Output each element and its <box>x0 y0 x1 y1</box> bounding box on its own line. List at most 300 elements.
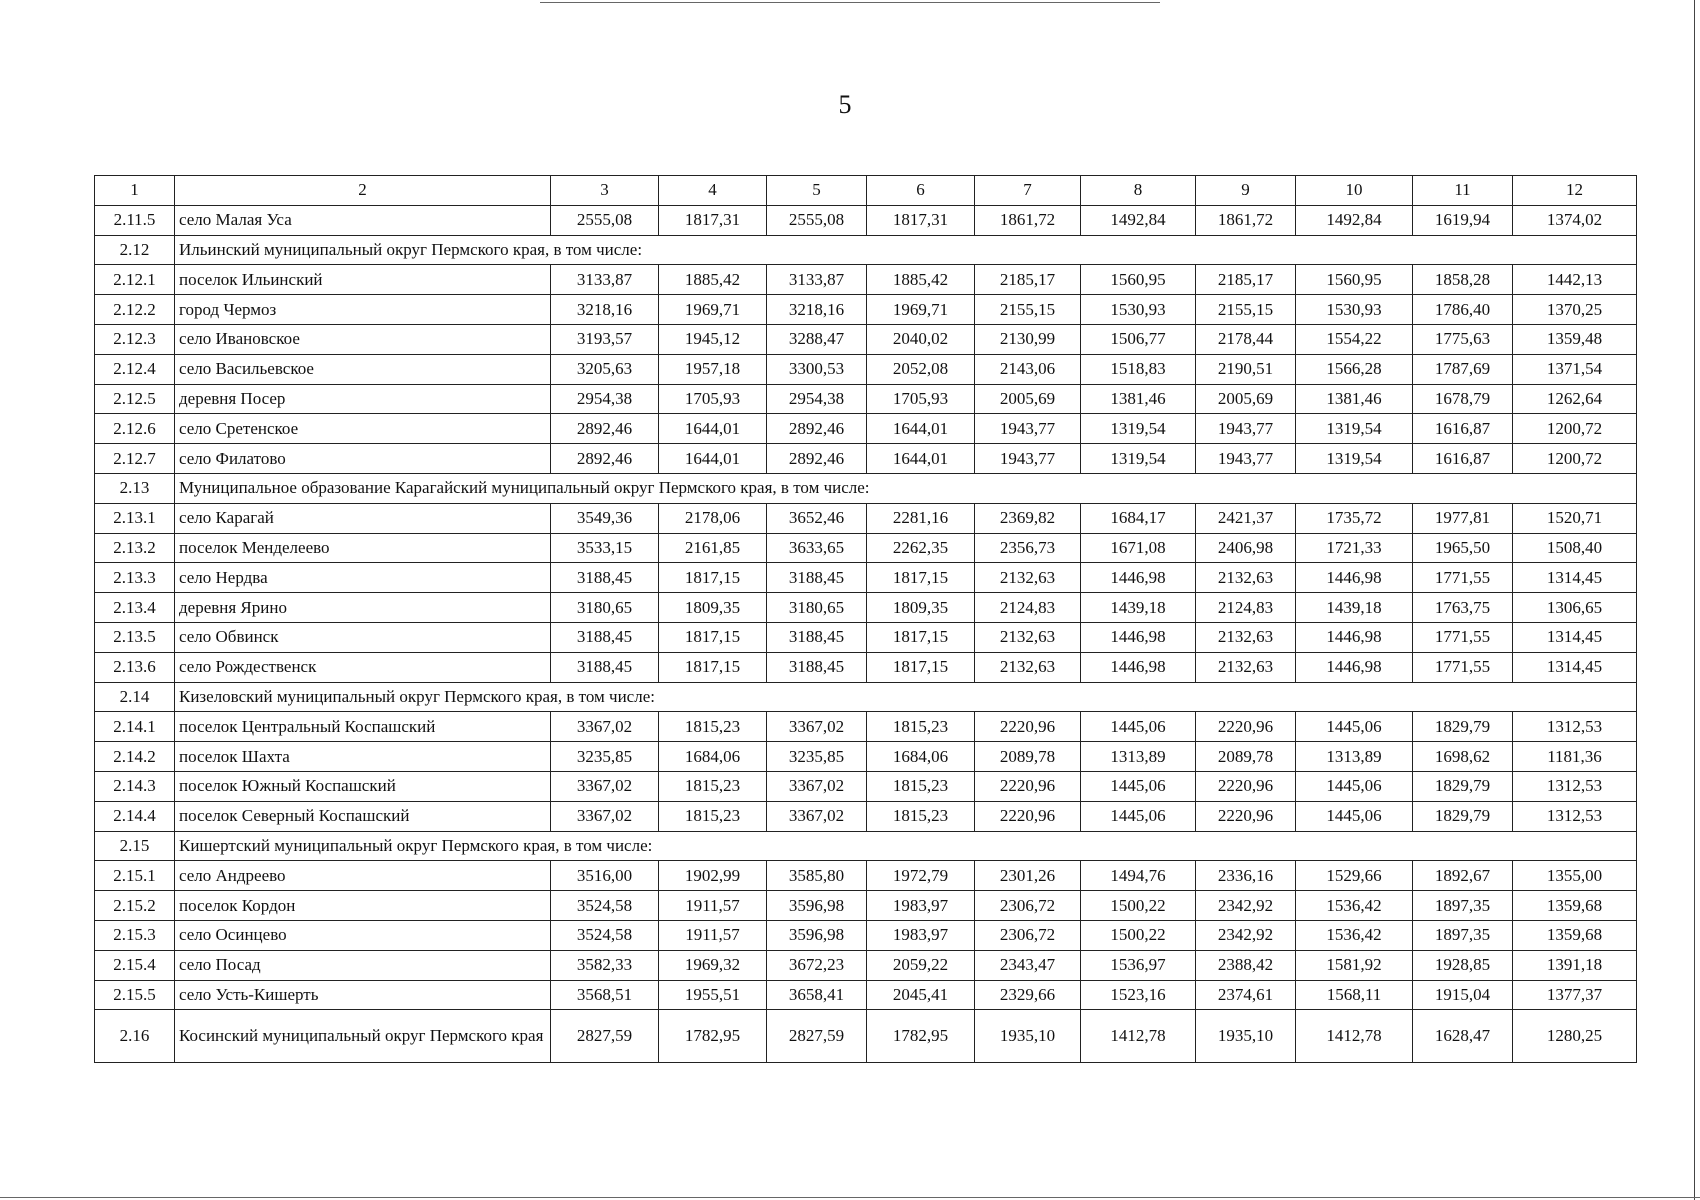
table-row <box>95 593 1637 623</box>
tariff-value: 2132,63 <box>1196 622 1296 652</box>
tariff-value: 1911,57 <box>659 891 767 921</box>
row-code: 2.12.2 <box>95 295 175 325</box>
tariff-value: 3188,45 <box>551 622 659 652</box>
row-code: 2.15.2 <box>95 891 175 921</box>
table-body <box>95 205 1637 1063</box>
tariff-value: 1902,99 <box>659 861 767 891</box>
tariff-value: 1817,31 <box>659 205 767 235</box>
tariff-value: 3188,45 <box>551 652 659 682</box>
column-number-header: 1 <box>95 176 175 206</box>
tariff-value: 1439,18 <box>1081 593 1196 623</box>
tariff-value: 1817,15 <box>867 622 975 652</box>
tariff-value: 1861,72 <box>975 205 1081 235</box>
tariff-value: 1530,93 <box>1081 295 1196 325</box>
tariff-value: 1494,76 <box>1081 861 1196 891</box>
settlement-name: село Андреево <box>175 861 551 891</box>
tariff-value: 2185,17 <box>975 265 1081 295</box>
section-title: Кизеловский муниципальный округ Пермского края, в том числе: <box>175 682 1637 712</box>
tariff-value: 2155,15 <box>1196 295 1296 325</box>
tariff-value: 3235,85 <box>767 742 867 772</box>
tariff-value: 1897,35 <box>1413 920 1513 950</box>
tariff-value: 1815,23 <box>659 801 767 831</box>
tariff-value: 2954,38 <box>767 384 867 414</box>
tariff-value: 1560,95 <box>1081 265 1196 295</box>
column-number-header: 8 <box>1081 176 1196 206</box>
tariff-value: 3188,45 <box>767 563 867 593</box>
scan-border-top <box>540 2 1160 3</box>
table-row <box>95 563 1637 593</box>
column-number-header: 5 <box>767 176 867 206</box>
tariff-value: 1771,55 <box>1413 563 1513 593</box>
tariff-value: 2281,16 <box>867 503 975 533</box>
tariff-value: 2005,69 <box>1196 384 1296 414</box>
tariff-value: 1492,84 <box>1296 205 1413 235</box>
tariff-value: 1280,25 <box>1513 1010 1637 1063</box>
tariff-value: 3596,98 <box>767 920 867 950</box>
tariff-value: 1412,78 <box>1296 1010 1413 1063</box>
tariff-value: 3596,98 <box>767 891 867 921</box>
tariff-value: 3235,85 <box>551 742 659 772</box>
row-code: 2.15.1 <box>95 861 175 891</box>
table-row <box>95 622 1637 652</box>
tariff-value: 1359,68 <box>1513 920 1637 950</box>
tariff-value: 1439,18 <box>1296 593 1413 623</box>
tariff-value: 1983,97 <box>867 920 975 950</box>
table-row <box>95 742 1637 772</box>
tariff-value: 1678,79 <box>1413 384 1513 414</box>
table-row <box>95 414 1637 444</box>
row-code: 2.12.4 <box>95 354 175 384</box>
tariff-value: 3205,63 <box>551 354 659 384</box>
tariff-value: 1518,83 <box>1081 354 1196 384</box>
tariff-value: 2892,46 <box>767 444 867 474</box>
tariff-value: 1536,42 <box>1296 920 1413 950</box>
tariff-value: 2161,85 <box>659 533 767 563</box>
tariff-value: 2220,96 <box>1196 712 1296 742</box>
tariff-value: 2220,96 <box>1196 801 1296 831</box>
settlement-name: село Нердва <box>175 563 551 593</box>
tariff-value: 1314,45 <box>1513 652 1637 682</box>
tariff-value: 3516,00 <box>551 861 659 891</box>
settlement-name: деревня Посер <box>175 384 551 414</box>
tariff-value: 2306,72 <box>975 920 1081 950</box>
row-code: 2.12.5 <box>95 384 175 414</box>
tariff-value: 1200,72 <box>1513 444 1637 474</box>
tariff-value: 1786,40 <box>1413 295 1513 325</box>
tariff-value: 1829,79 <box>1413 771 1513 801</box>
tariff-value: 1644,01 <box>659 444 767 474</box>
tariff-value: 2343,47 <box>975 950 1081 980</box>
settlement-name: поселок Северный Коспашский <box>175 801 551 831</box>
tariff-value: 2143,06 <box>975 354 1081 384</box>
tariff-value: 1313,89 <box>1296 742 1413 772</box>
tariff-value: 1412,78 <box>1081 1010 1196 1063</box>
tariff-value: 1943,77 <box>1196 444 1296 474</box>
table-row <box>95 980 1637 1010</box>
table-row <box>95 861 1637 891</box>
tariff-value: 2132,63 <box>975 563 1081 593</box>
tariff-value: 2220,96 <box>975 771 1081 801</box>
tariff-value: 3193,57 <box>551 324 659 354</box>
tariff-value: 2892,46 <box>551 444 659 474</box>
tariff-value: 1771,55 <box>1413 622 1513 652</box>
tariff-value: 1671,08 <box>1081 533 1196 563</box>
table-header-row <box>95 176 1637 206</box>
row-code: 2.13.4 <box>95 593 175 623</box>
tariff-value: 2178,06 <box>659 503 767 533</box>
tariff-value: 1815,23 <box>659 771 767 801</box>
row-code: 2.13.6 <box>95 652 175 682</box>
tariff-value: 2220,96 <box>975 712 1081 742</box>
tariff-value: 1935,10 <box>975 1010 1081 1063</box>
tariff-value: 3533,15 <box>551 533 659 563</box>
tariff-value: 3188,45 <box>767 622 867 652</box>
column-number-header: 2 <box>175 176 551 206</box>
tariff-value: 1492,84 <box>1081 205 1196 235</box>
tariff-value: 1928,85 <box>1413 950 1513 980</box>
settlement-name: город Чермоз <box>175 295 551 325</box>
tariff-value: 1817,15 <box>659 563 767 593</box>
row-code: 2.15.3 <box>95 920 175 950</box>
tariff-value: 1943,77 <box>975 444 1081 474</box>
tariff-value: 1529,66 <box>1296 861 1413 891</box>
settlement-name: село Карагай <box>175 503 551 533</box>
settlement-name: село Осинцево <box>175 920 551 950</box>
row-code: 2.13.2 <box>95 533 175 563</box>
tariff-value: 2329,66 <box>975 980 1081 1010</box>
table-row <box>95 891 1637 921</box>
row-code: 2.14.3 <box>95 771 175 801</box>
tariff-value: 1446,98 <box>1296 563 1413 593</box>
table-row <box>95 801 1637 831</box>
tariff-value: 3188,45 <box>551 563 659 593</box>
tariff-value: 1684,17 <box>1081 503 1196 533</box>
tariff-value: 1500,22 <box>1081 920 1196 950</box>
tariff-value: 1684,06 <box>659 742 767 772</box>
tariff-value: 3288,47 <box>767 324 867 354</box>
tariff-value: 1371,54 <box>1513 354 1637 384</box>
tariff-value: 1969,71 <box>659 295 767 325</box>
tariff-value: 1983,97 <box>867 891 975 921</box>
tariff-value: 3658,41 <box>767 980 867 1010</box>
tariff-value: 1181,36 <box>1513 742 1637 772</box>
row-code: 2.12.6 <box>95 414 175 444</box>
row-code: 2.13.5 <box>95 622 175 652</box>
tariff-value: 3367,02 <box>767 712 867 742</box>
settlement-name: Косинский муниципальный округ Пермского края <box>175 1010 551 1063</box>
tariff-value: 1520,71 <box>1513 503 1637 533</box>
tariff-value: 2555,08 <box>767 205 867 235</box>
row-code: 2.12.1 <box>95 265 175 295</box>
row-code: 2.13.3 <box>95 563 175 593</box>
tariff-value: 1644,01 <box>659 414 767 444</box>
tariff-value: 2342,92 <box>1196 920 1296 950</box>
settlement-name: поселок Кордон <box>175 891 551 921</box>
tariff-value: 1391,18 <box>1513 950 1637 980</box>
tariff-value: 2336,16 <box>1196 861 1296 891</box>
tariff-value: 3633,65 <box>767 533 867 563</box>
settlement-name: поселок Центральный Коспашский <box>175 712 551 742</box>
tariff-value: 2178,44 <box>1196 324 1296 354</box>
tariff-value: 1957,18 <box>659 354 767 384</box>
table-row <box>95 1010 1637 1063</box>
column-number-header: 10 <box>1296 176 1413 206</box>
tariff-value: 2185,17 <box>1196 265 1296 295</box>
table-row <box>95 295 1637 325</box>
row-code: 2.13.1 <box>95 503 175 533</box>
section-title: Муниципальное образование Карагайский муниципальный округ Пермского края, в том числе: <box>175 473 1637 503</box>
tariff-value: 1817,15 <box>867 563 975 593</box>
tariff-value: 3652,46 <box>767 503 867 533</box>
tariff-value: 1782,95 <box>659 1010 767 1063</box>
tariff-value: 1644,01 <box>867 414 975 444</box>
section-row <box>95 682 1637 712</box>
tariff-value: 1815,23 <box>867 771 975 801</box>
row-code: 2.12 <box>95 235 175 265</box>
tariff-value: 2220,96 <box>1196 771 1296 801</box>
tariff-value: 1313,89 <box>1081 742 1196 772</box>
tariff-value: 2306,72 <box>975 891 1081 921</box>
tariff-value: 1698,62 <box>1413 742 1513 772</box>
table-row <box>95 950 1637 980</box>
tariff-value: 1935,10 <box>1196 1010 1296 1063</box>
tariff-value: 1319,54 <box>1296 414 1413 444</box>
tariff-value: 1945,12 <box>659 324 767 354</box>
table-row <box>95 354 1637 384</box>
tariff-value: 2124,83 <box>975 593 1081 623</box>
table-row <box>95 444 1637 474</box>
tariff-value: 1684,06 <box>867 742 975 772</box>
tariff-value: 1359,68 <box>1513 891 1637 921</box>
tariff-value: 3524,58 <box>551 920 659 950</box>
tariff-value: 1829,79 <box>1413 712 1513 742</box>
tariff-value: 2301,26 <box>975 861 1081 891</box>
tariff-value: 2132,63 <box>975 622 1081 652</box>
page-number: 5 <box>838 90 852 119</box>
tariff-value: 1523,16 <box>1081 980 1196 1010</box>
tariff-value: 2374,61 <box>1196 980 1296 1010</box>
tariff-value: 1969,32 <box>659 950 767 980</box>
tariff-value: 3672,23 <box>767 950 867 980</box>
column-number-header: 6 <box>867 176 975 206</box>
table-row <box>95 652 1637 682</box>
row-code: 2.16 <box>95 1010 175 1063</box>
tariff-value: 1885,42 <box>659 265 767 295</box>
row-code: 2.12.3 <box>95 324 175 354</box>
tariff-value: 3188,45 <box>767 652 867 682</box>
row-code: 2.15.4 <box>95 950 175 980</box>
tariff-value: 1445,06 <box>1296 771 1413 801</box>
column-number-header: 9 <box>1196 176 1296 206</box>
tariff-value: 2052,08 <box>867 354 975 384</box>
tariff-value: 1445,06 <box>1296 801 1413 831</box>
tariff-value: 1446,98 <box>1081 563 1196 593</box>
tariff-value: 1446,98 <box>1081 652 1196 682</box>
tariff-value: 1911,57 <box>659 920 767 950</box>
tariff-value: 1370,25 <box>1513 295 1637 325</box>
tariff-value: 1969,71 <box>867 295 975 325</box>
section-row <box>95 831 1637 861</box>
tariff-value: 1445,06 <box>1296 712 1413 742</box>
tariff-value: 1554,22 <box>1296 324 1413 354</box>
tariff-value: 1374,02 <box>1513 205 1637 235</box>
tariff-value: 2132,63 <box>975 652 1081 682</box>
settlement-name: село Ивановское <box>175 324 551 354</box>
tariff-value: 1200,72 <box>1513 414 1637 444</box>
tariff-value: 1306,65 <box>1513 593 1637 623</box>
tariff-value: 3367,02 <box>551 771 659 801</box>
table-row <box>95 503 1637 533</box>
tariff-value: 2059,22 <box>867 950 975 980</box>
tariff-value: 1787,69 <box>1413 354 1513 384</box>
tariff-value: 3568,51 <box>551 980 659 1010</box>
tariff-value: 2089,78 <box>975 742 1081 772</box>
tariff-value: 1977,81 <box>1413 503 1513 533</box>
column-number-header: 12 <box>1513 176 1637 206</box>
tariff-value: 1446,98 <box>1296 622 1413 652</box>
tariff-value: 1445,06 <box>1081 801 1196 831</box>
tariff-value: 1829,79 <box>1413 801 1513 831</box>
tariff-value: 1319,54 <box>1296 444 1413 474</box>
tariff-value: 1644,01 <box>867 444 975 474</box>
row-code: 2.14.4 <box>95 801 175 831</box>
tariff-value: 1560,95 <box>1296 265 1413 295</box>
row-code: 2.15.5 <box>95 980 175 1010</box>
tariff-value: 1885,42 <box>867 265 975 295</box>
tariff-value: 1319,54 <box>1081 414 1196 444</box>
tariff-value: 1892,67 <box>1413 861 1513 891</box>
tariff-value: 3367,02 <box>551 801 659 831</box>
settlement-name: село Малая Уса <box>175 205 551 235</box>
tariff-value: 2132,63 <box>1196 563 1296 593</box>
column-number-header: 7 <box>975 176 1081 206</box>
tariff-value: 1817,31 <box>867 205 975 235</box>
section-row <box>95 473 1637 503</box>
tariff-value: 1581,92 <box>1296 950 1413 980</box>
settlement-name: село Филатово <box>175 444 551 474</box>
table-row <box>95 920 1637 950</box>
tariff-value: 1312,53 <box>1513 801 1637 831</box>
tariff-value: 1508,40 <box>1513 533 1637 563</box>
tariff-value: 1809,35 <box>659 593 767 623</box>
tariff-value: 1861,72 <box>1196 205 1296 235</box>
tariff-value: 1314,45 <box>1513 563 1637 593</box>
scan-border-right <box>1694 0 1695 1200</box>
tariff-value: 2406,98 <box>1196 533 1296 563</box>
tariff-value: 1705,93 <box>867 384 975 414</box>
tariff-value: 2388,42 <box>1196 950 1296 980</box>
tariff-value: 2190,51 <box>1196 354 1296 384</box>
table-row <box>95 712 1637 742</box>
tariff-value: 3133,87 <box>767 265 867 295</box>
tariff-value: 3549,36 <box>551 503 659 533</box>
tariff-value: 1972,79 <box>867 861 975 891</box>
tariff-value: 1445,06 <box>1081 771 1196 801</box>
tariff-value: 3300,53 <box>767 354 867 384</box>
tariff-value: 2827,59 <box>551 1010 659 1063</box>
tariff-value: 2005,69 <box>975 384 1081 414</box>
tariff-value: 1763,75 <box>1413 593 1513 623</box>
tariff-value: 1955,51 <box>659 980 767 1010</box>
tariff-value: 2045,41 <box>867 980 975 1010</box>
scan-border-bottom <box>0 1197 1700 1198</box>
tariff-value: 1312,53 <box>1513 771 1637 801</box>
table-row <box>95 384 1637 414</box>
tariff-value: 3367,02 <box>551 712 659 742</box>
tariff-value: 1377,37 <box>1513 980 1637 1010</box>
tariff-value: 1817,15 <box>867 652 975 682</box>
table-row <box>95 265 1637 295</box>
tariff-value: 1782,95 <box>867 1010 975 1063</box>
tariff-value: 3218,16 <box>551 295 659 325</box>
tariff-value: 1319,54 <box>1081 444 1196 474</box>
column-number-header: 4 <box>659 176 767 206</box>
table-row <box>95 771 1637 801</box>
tariff-value: 1568,11 <box>1296 980 1413 1010</box>
tariff-value: 2040,02 <box>867 324 975 354</box>
tariff-value: 1445,06 <box>1081 712 1196 742</box>
tariff-value: 2421,37 <box>1196 503 1296 533</box>
table-row <box>95 533 1637 563</box>
tariff-value: 1262,64 <box>1513 384 1637 414</box>
tariff-value: 3180,65 <box>767 593 867 623</box>
tariff-value: 2954,38 <box>551 384 659 414</box>
tariff-value: 2262,35 <box>867 533 975 563</box>
tariff-value: 1775,63 <box>1413 324 1513 354</box>
tariff-value: 3133,87 <box>551 265 659 295</box>
tariff-value: 1619,94 <box>1413 205 1513 235</box>
tariff-value: 2155,15 <box>975 295 1081 325</box>
settlement-name: поселок Южный Коспашский <box>175 771 551 801</box>
tariff-value: 2132,63 <box>1196 652 1296 682</box>
tariff-value: 1446,98 <box>1296 652 1413 682</box>
tariff-value: 1314,45 <box>1513 622 1637 652</box>
tariff-value: 2124,83 <box>1196 593 1296 623</box>
tariff-value: 1915,04 <box>1413 980 1513 1010</box>
tariff-value: 1312,53 <box>1513 712 1637 742</box>
tariff-value: 3524,58 <box>551 891 659 921</box>
settlement-name: село Васильевское <box>175 354 551 384</box>
tariff-value: 2555,08 <box>551 205 659 235</box>
tariff-value: 1809,35 <box>867 593 975 623</box>
tariff-value: 1616,87 <box>1413 444 1513 474</box>
tariff-value: 1815,23 <box>867 801 975 831</box>
tariff-value: 2892,46 <box>551 414 659 444</box>
tariff-value: 3367,02 <box>767 801 867 831</box>
tariff-value: 1359,48 <box>1513 324 1637 354</box>
settlement-name: село Обвинск <box>175 622 551 652</box>
settlement-name: поселок Ильинский <box>175 265 551 295</box>
tariff-value: 2089,78 <box>1196 742 1296 772</box>
settlement-name: село Сретенское <box>175 414 551 444</box>
tariff-value: 3218,16 <box>767 295 867 325</box>
tariff-value: 3585,80 <box>767 861 867 891</box>
row-code: 2.14 <box>95 682 175 712</box>
tariff-value: 1616,87 <box>1413 414 1513 444</box>
tariff-value: 1771,55 <box>1413 652 1513 682</box>
tariff-value: 1817,15 <box>659 622 767 652</box>
tariff-value: 1897,35 <box>1413 891 1513 921</box>
tariff-value: 1817,15 <box>659 652 767 682</box>
section-title: Кишертский муниципальный округ Пермского края, в том числе: <box>175 831 1637 861</box>
tariff-value: 1530,93 <box>1296 295 1413 325</box>
settlement-name: поселок Менделеево <box>175 533 551 563</box>
tariff-value: 1536,97 <box>1081 950 1196 980</box>
tariff-value: 1943,77 <box>975 414 1081 444</box>
tariff-value: 3367,02 <box>767 771 867 801</box>
table-row <box>95 324 1637 354</box>
row-code: 2.15 <box>95 831 175 861</box>
